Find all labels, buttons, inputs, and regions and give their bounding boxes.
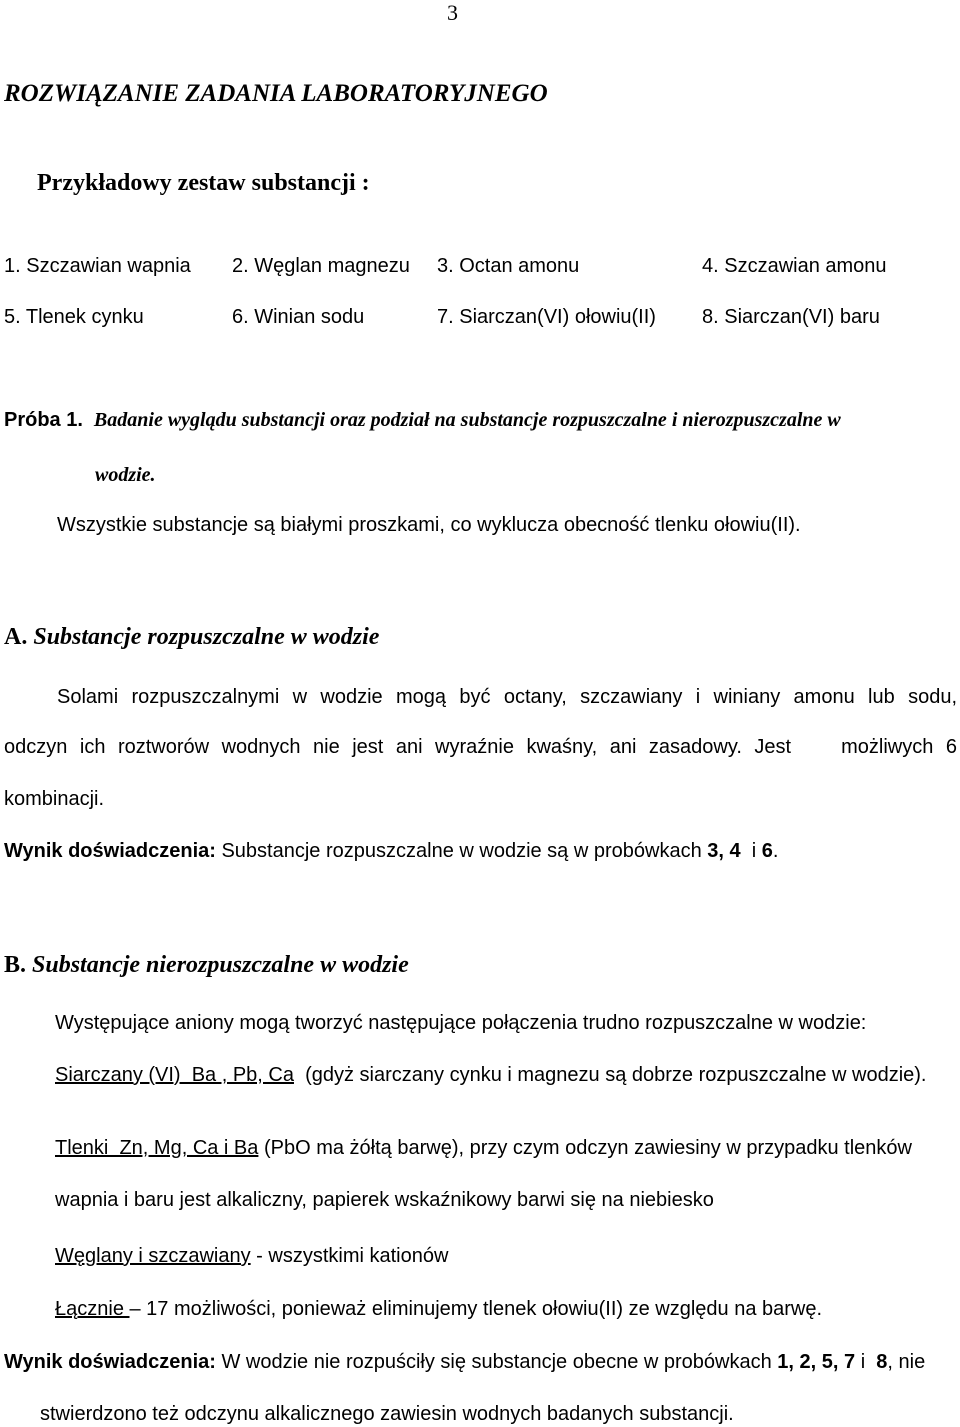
- proba1-label: Próba 1.: [4, 409, 83, 431]
- section-b-title: Substancje nierozpuszczalne w wodzie: [32, 952, 409, 978]
- result-text: Substancje rozpuszczalne w wodzie są w probówkach: [215, 840, 708, 862]
- section-a-heading: [4, 624, 379, 651]
- section-a-letter: A.: [4, 624, 28, 650]
- section-b-heading: [4, 952, 409, 979]
- result-end: .: [772, 840, 779, 862]
- result-tube-numbers: 3, 4: [707, 840, 741, 862]
- substance-item: 5. Tlenek cynku: [4, 306, 144, 328]
- proba1-title: [4, 409, 841, 432]
- section-b-letter: B.: [4, 952, 27, 978]
- substance-item: 8. Siarczan(VI) baru: [702, 306, 880, 328]
- substance-item: 3. Octan amonu: [437, 255, 580, 277]
- section-b-result: [4, 1351, 925, 1374]
- proba1-title-line2: wodzie.: [95, 464, 156, 486]
- section-b-result-line2: stwierdzono też odczynu alkalicznego zawiesin wodnych badanych substancji.: [40, 1403, 734, 1425]
- substances-subheading: Przykładowy zestaw substancji :: [37, 170, 370, 196]
- total-label: Łącznie: [55, 1298, 130, 1320]
- substance-item: 2. Węglan magnezu: [232, 255, 410, 277]
- substance-item: 1. Szczawian wapnia: [4, 255, 191, 277]
- section-b-sulfates: [55, 1064, 926, 1087]
- result-conjunction: i: [855, 1351, 877, 1373]
- result-label: Wynik doświadczenia:: [4, 1351, 216, 1373]
- section-a-paragraph-line1: Solami rozpuszczalnymi w wodzie mogą być octany, szczawiany i winiany amonu lub sodu,: [57, 686, 957, 708]
- result-tube-last: 8: [876, 1351, 888, 1373]
- sulfates-label: Siarczany (VI) Ba , Pb, Ca: [55, 1064, 294, 1086]
- carbonates-label: Węglany i szczawiany: [55, 1245, 251, 1267]
- section-b-oxides-line2: wapnia i baru jest alkaliczny, papierek wskaźnikowy barwi się na niebiesko: [55, 1189, 714, 1211]
- oxides-text: (PbO ma żółtą barwę), przy czym odczyn zawiesiny w przypadku tlenków: [258, 1137, 912, 1159]
- result-tube-last: 6: [761, 840, 773, 862]
- substance-item: 4. Szczawian amonu: [702, 255, 887, 277]
- section-a-result: [4, 840, 778, 863]
- section-b-carbonates: [55, 1245, 448, 1268]
- section-a-paragraph-line2: odczyn ich roztworów wodnych nie jest ani wyraźnie kwaśny, ani zasadowy. Jest możliwych 6: [4, 736, 957, 758]
- page-heading: ROZWIĄZANIE ZADANIA LABORATORYJNEGO: [4, 80, 548, 107]
- proba1-title-line1: Badanie wyglądu substancji oraz podział na substancje rozpuszczalne i nierozpuszczalne w: [93, 409, 841, 431]
- carbonates-text: - wszystkimi kationów: [250, 1245, 449, 1267]
- result-text: W wodzie nie rozpuściły się substancje obecne w probówkach: [215, 1351, 778, 1373]
- sulfates-text: (gdyż siarczany cynku i magnezu są dobrze rozpuszczalne w wodzie).: [293, 1064, 927, 1086]
- substance-item: 6. Winian sodu: [232, 306, 365, 328]
- substance-item: 7. Siarczan(VI) ołowiu(II): [437, 306, 656, 328]
- result-conjunction: i: [740, 840, 762, 862]
- section-b-total: [55, 1298, 822, 1321]
- total-text: – 17 możliwości, ponieważ eliminujemy tlenek ołowiu(II) ze względu na barwę.: [129, 1298, 823, 1320]
- section-b-intro: Występujące aniony mogą tworzyć następujące połączenia trudno rozpuszczalne w wodzie:: [55, 1012, 867, 1034]
- section-b-oxides: [55, 1137, 912, 1160]
- proba1-description: Wszystkie substancje są białymi proszkami, co wyklucza obecność tlenku ołowiu(II).: [57, 514, 801, 536]
- result-tube-numbers: 1, 2, 5, 7: [777, 1351, 856, 1373]
- page-number: 3: [447, 0, 458, 25]
- section-a-paragraph-line3: kombinacji.: [4, 788, 105, 810]
- section-a-title: Substancje rozpuszczalne w wodzie: [33, 624, 380, 650]
- oxides-label: Tlenki Zn, Mg, Ca i Ba: [55, 1137, 259, 1159]
- result-end: , nie: [887, 1351, 926, 1373]
- result-label: Wynik doświadczenia:: [4, 840, 216, 862]
